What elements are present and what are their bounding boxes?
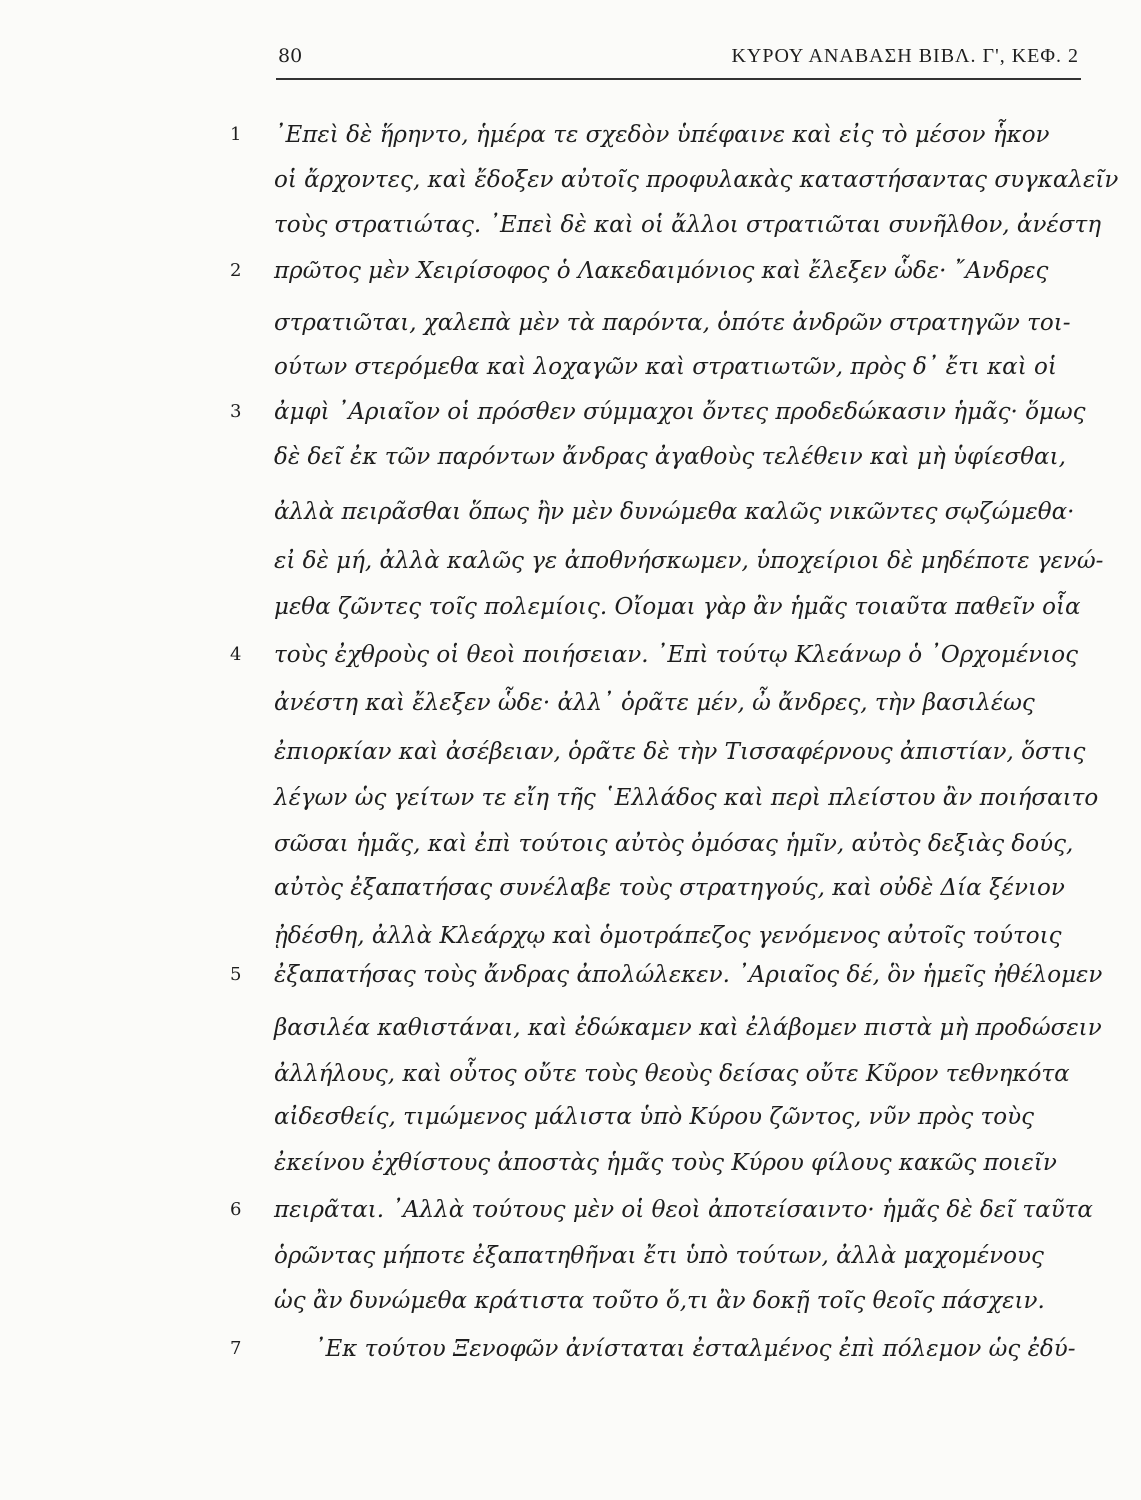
text-line: βασιλέα καθιστάναι, καὶ ἐδώκαμεν καὶ ἐλάβομεν πιστὰ μὴ προδώσειν	[274, 1015, 1102, 1041]
page-number: 80	[278, 45, 303, 67]
section-number: 7	[230, 1338, 242, 1359]
text-line: μεθα ζῶντες τοῖς πολεμίοις. Οἴομαι γὰρ ἂν ἡμᾶς τοιαῦτα παθεῖν οἷα	[274, 594, 1081, 620]
text-line: αὐτὸς ἐξαπατήσας συνέλαβε τοὺς στρατηγούς, καὶ οὐδὲ Δία ξένιον	[274, 875, 1065, 901]
section-number: 4	[230, 644, 242, 665]
running-head: ΚΥΡΟΥ ΑΝΑΒΑΣΗ ΒΙΒΛ. Γ', ΚΕΦ. 2	[731, 45, 1079, 67]
text-line: δὲ δεῖ ἐκ τῶν παρόντων ἄνδρας ἀγαθοὺς τελέθειν καὶ μὴ ὑφίεσθαι,	[274, 444, 1066, 470]
text-line: λέγων ὡς γείτων τε εἴη τῆς ῾Ελλάδος καὶ περὶ πλείστου ἂν ποιήσαιτο	[274, 785, 1099, 811]
section-number: 1	[230, 124, 242, 145]
text-line: ἀνέστη καὶ ἔλεξεν ὧδε· ἀλλ᾿ ὁρᾶτε μέν, ὦ ἄνδρες, τὴν βασιλέως	[274, 690, 1035, 716]
text-line: πειρᾶται. ᾿Αλλὰ τούτους μὲν οἱ θεοὶ ἀποτείσαιντο· ἡμᾶς δὲ δεῖ ταῦτα	[274, 1197, 1093, 1223]
header-rule	[276, 78, 1081, 80]
text-line: ἐξαπατήσας τοὺς ἄνδρας ἀπολώλεκεν. ᾿Αριαῖος δέ, ὃν ἡμεῖς ἠθέλομεν	[274, 962, 1103, 988]
text-line: στρατιῶται, χαλεπὰ μὲν τὰ παρόντα, ὁπότε ἀνδρῶν στρατηγῶν τοι-	[274, 310, 1071, 336]
text-line: ἀμφὶ ᾿Αριαῖον οἱ πρόσθεν σύμμαχοι ὄντες προδεδώκασιν ἡμᾶς· ὅμως	[274, 399, 1086, 425]
text-line: τοὺς στρατιώτας. ᾿Επεὶ δὲ καὶ οἱ ἄλλοι στρατιῶται συνῆλθον, ἀνέστη	[274, 212, 1101, 238]
text-line: τοὺς ἐχθροὺς οἱ θεοὶ ποιήσειαν. ᾿Επὶ τούτῳ Κλεάνωρ ὁ ᾿Ορχομένιος	[274, 642, 1079, 668]
text-line: ᾐδέσθη, ἀλλὰ Κλεάρχῳ καὶ ὁμοτράπεζος γενόμενος αὐτοῖς τούτοις	[274, 923, 1062, 949]
text-line: ᾿Επεὶ δὲ ἥρηντο, ἡμέρα τε σχεδὸν ὑπέφαινε καὶ εἰς τὸ μέσον ἧκον	[274, 122, 1050, 148]
text-line: ἐκείνου ἐχθίστους ἀποστὰς ἡμᾶς τοὺς Κύρου φίλους κακῶς ποιεῖν	[274, 1150, 1057, 1176]
text-line: ούτων στερόμεθα καὶ λοχαγῶν καὶ στρατιωτῶν, πρὸς δ᾿ ἔτι καὶ οἱ	[274, 354, 1057, 380]
section-number: 2	[230, 260, 242, 281]
text-line: ὁρῶντας μήποτε ἐξαπατηθῆναι ἔτι ὑπὸ τούτων, ἀλλὰ μαχομένους	[274, 1243, 1044, 1269]
text-line: εἰ δὲ μή, ἀλλὰ καλῶς γε ἀποθνήσκωμεν, ὑποχείριοι δὲ μηδέποτε γενώ-	[274, 548, 1104, 574]
section-number: 5	[230, 964, 242, 985]
text-line: ᾿Εκ τούτου Ξενοφῶν ἀνίσταται ἐσταλμένος ἐπὶ πόλεμον ὡς ἐδύ-	[314, 1336, 1076, 1362]
text-line: ἀλλήλους, καὶ οὗτος οὔτε τοὺς θεοὺς δείσας οὔτε Κῦρον τεθνηκότα	[274, 1061, 1070, 1087]
text-line: οἱ ἄρχοντες, καὶ ἔδοξεν αὐτοῖς προφυλακὰς καταστήσαντας συγκαλεῖν	[274, 167, 1119, 193]
text-line: ἐπιορκίαν καὶ ἀσέβειαν, ὁρᾶτε δὲ τὴν Τισσαφέρνους ἀπιστίαν, ὅστις	[274, 739, 1086, 765]
section-number: 3	[230, 401, 242, 422]
text-line: ἀλλὰ πειρᾶσθαι ὅπως ἢν μὲν δυνώμεθα καλῶς νικῶντες σῳζώμεθα·	[274, 499, 1075, 525]
text-line: σῶσαι ἡμᾶς, καὶ ἐπὶ τούτοις αὐτὸς ὀμόσας ἡμῖν, αὐτὸς δεξιὰς δούς,	[274, 831, 1074, 857]
text-line: πρῶτος μὲν Χειρίσοφος ὁ Λακεδαιμόνιος καὶ ἔλεξεν ὧδε· ῎Ανδρες	[274, 258, 1049, 284]
text-line: αἰδεσθείς, τιμώμενος μάλιστα ὑπὸ Κύρου ζῶντος, νῦν πρὸς τοὺς	[274, 1104, 1034, 1130]
section-number: 6	[230, 1199, 242, 1220]
text-line: ὡς ἂν δυνώμεθα κράτιστα τοῦτο ὅ,τι ἂν δοκῇ τοῖς θεοῖς πάσχειν.	[274, 1288, 1045, 1314]
